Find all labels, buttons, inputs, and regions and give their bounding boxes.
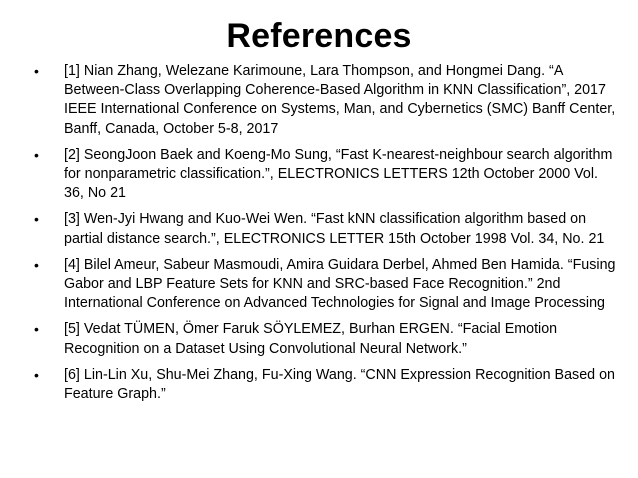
reference-item-1: [22, 62, 618, 139]
bullet-icon: •: [34, 366, 39, 383]
bullet-icon: •: [34, 256, 39, 273]
reference-text: [5] Vedat TÜMEN, Ömer Faruk SÖYLEMEZ, Burhan ERGEN. “Facial Emotion Recognition on a Dataset Using Convolutional Neural Network.”: [64, 321, 558, 357]
bullet-icon: •: [34, 63, 39, 79]
reference-text: [1] Nian Zhang, Welezane Karimoune, Lara Thompson, and Hongmei Dang. “A Between-Class Overlapping Coherence-Based Algorithm in KNN Classification”, 2017 IEEE International Conference on Systems, Man, and Cybernetics (SMC) Banff Center, Banff, Canada, October 5-8, 2017: [64, 63, 616, 137]
reference-text: [4] Bilel Ameur, Sabeur Masmoudi, Amira Guidara Derbel, Ahmed Ben Hamida. “Fusing Gabor and LBP Feature Sets for KNN and SRC-based Face Recognition.” 2nd International Conference on Advanced Technologies for Signal and Image Processing: [64, 256, 616, 312]
reference-text: [2] SeongJoon Baek and Koeng-Mo Sung, “Fast K-nearest-neighbour search algorithm for nonparametric classification.”, ELECTRONICS LETTERS 12th October 2000 Vol. 36, No 21: [64, 146, 613, 202]
slide-title: References: [226, 17, 412, 55]
reference-item-4: [22, 256, 618, 314]
reference-item-6: [22, 366, 618, 404]
reference-item-3: [22, 210, 618, 248]
reference-item-2: [22, 146, 618, 204]
reference-item-5: [22, 320, 618, 358]
reference-text: [3] Wen-Jyi Hwang and Kuo-Wei Wen. “Fast kNN classification algorithm based on partial distance search.”, ELECTRONICS LETTER 15th October 1998 Vol. 34, No. 21: [64, 211, 605, 247]
bullet-icon: •: [34, 146, 39, 163]
bullet-icon: •: [34, 211, 39, 228]
references-list: [22, 62, 618, 411]
bullet-icon: •: [34, 321, 39, 338]
reference-text: [6] Lin-Lin Xu, Shu-Mei Zhang, Fu-Xing Wang. “CNN Expression Recognition Based on Feature Graph.”: [64, 366, 615, 403]
